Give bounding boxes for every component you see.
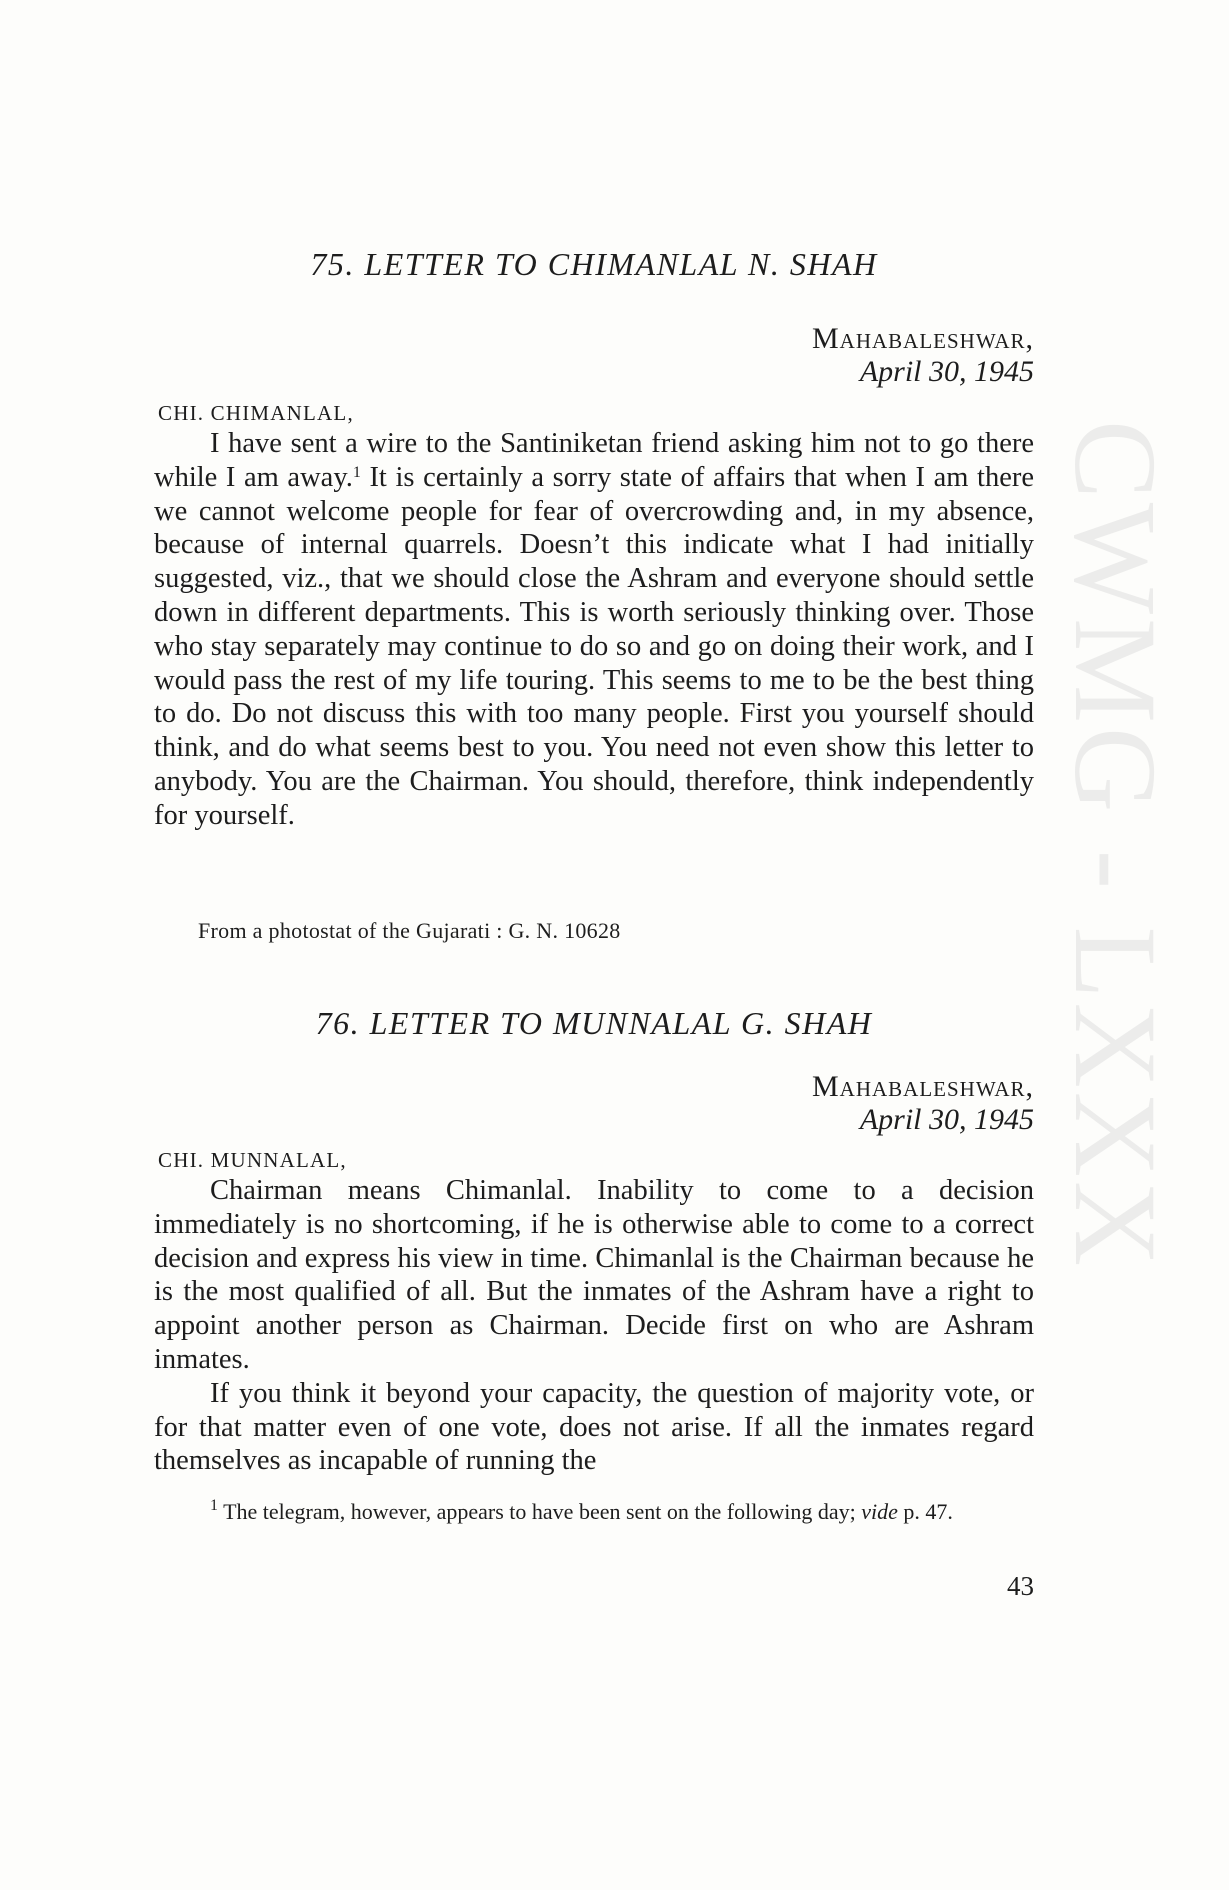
- footnote-reference: 1: [352, 463, 361, 481]
- watermark: CWMG - LXXX: [1050, 420, 1181, 1271]
- footnote-italic-text: vide: [861, 1499, 898, 1524]
- letter-76-body: [154, 1174, 1034, 1478]
- letter-75-text-part-2: It is certainly a sorry state of affairs that when I am there we cannot welcome people for fear of overcrowding and, in my absence, because of internal quarrels. Doesn’t this indicate what I had initially suggested, viz., that we should close the Ashram and everyone should settle down in different departments. This is worth seriously thinking over. Those who stay separately may continue to do so and go on doing their work, and I would pass the rest of my life touring. This seems to me to be the best thing to do. Do not discuss this with too many people. First you yourself should think, and do what seems best to you. You need not even show this letter to anybody. You are the Chairman. You should, therefore, think independently for yourself.: [154, 461, 1034, 831]
- page-number: 43: [1007, 1571, 1034, 1601]
- letter-75-paragraph: [154, 427, 1034, 833]
- letter-76-date: April 30, 1945: [859, 1103, 1034, 1136]
- letter-76-paragraph-1: Chairman means Chimanlal. Inability to come to a decision immediately is no shortcoming, if he is otherwise able to come to a correct decision and express his view in time. Chimanlal is the Chairman because he is the most qualified of all. But the inmates of the Ashram have a right to appoint another person as Chairman. Decide first on who are Ashram inmates.: [154, 1175, 1034, 1375]
- letter-75-salutation: CHI. CHIMANLAL,: [158, 401, 354, 425]
- footnote-text-part-2: p. 47.: [897, 1499, 953, 1524]
- footnote: [154, 1497, 1034, 1527]
- letter-75-heading: 75. LETTER TO CHIMANLAL N. SHAH: [310, 246, 878, 282]
- letter-75-source: From a photostat of the Gujarati : G. N. 10628: [198, 918, 621, 943]
- letter-76-salutation: CHI. MUNNALAL,: [158, 1148, 347, 1172]
- letter-76-paragraph-2: If you think it beyond your capacity, the question of majority vote, or for that matter even of one vote, does not arise. If all the inmates regard themselves as incapable of running the: [154, 1377, 1034, 1477]
- letter-75-date: April 30, 1945: [859, 355, 1034, 388]
- letter-75-place: Mahabaleshwar,: [811, 322, 1034, 355]
- letter-75-text-part-1: I have sent a wire to the Santiniketan friend asking him not to go there while I am away.: [154, 428, 1034, 493]
- letter-76-place: Mahabaleshwar,: [811, 1070, 1034, 1103]
- footnote-text-part-1: The telegram, however, appears to have been sent on the following day;: [218, 1499, 862, 1524]
- footnote-marker: 1: [210, 1497, 218, 1514]
- letter-76-heading: 76. LETTER TO MUNNALAL G. SHAH: [315, 1005, 873, 1041]
- letter-75-body: [154, 427, 1034, 833]
